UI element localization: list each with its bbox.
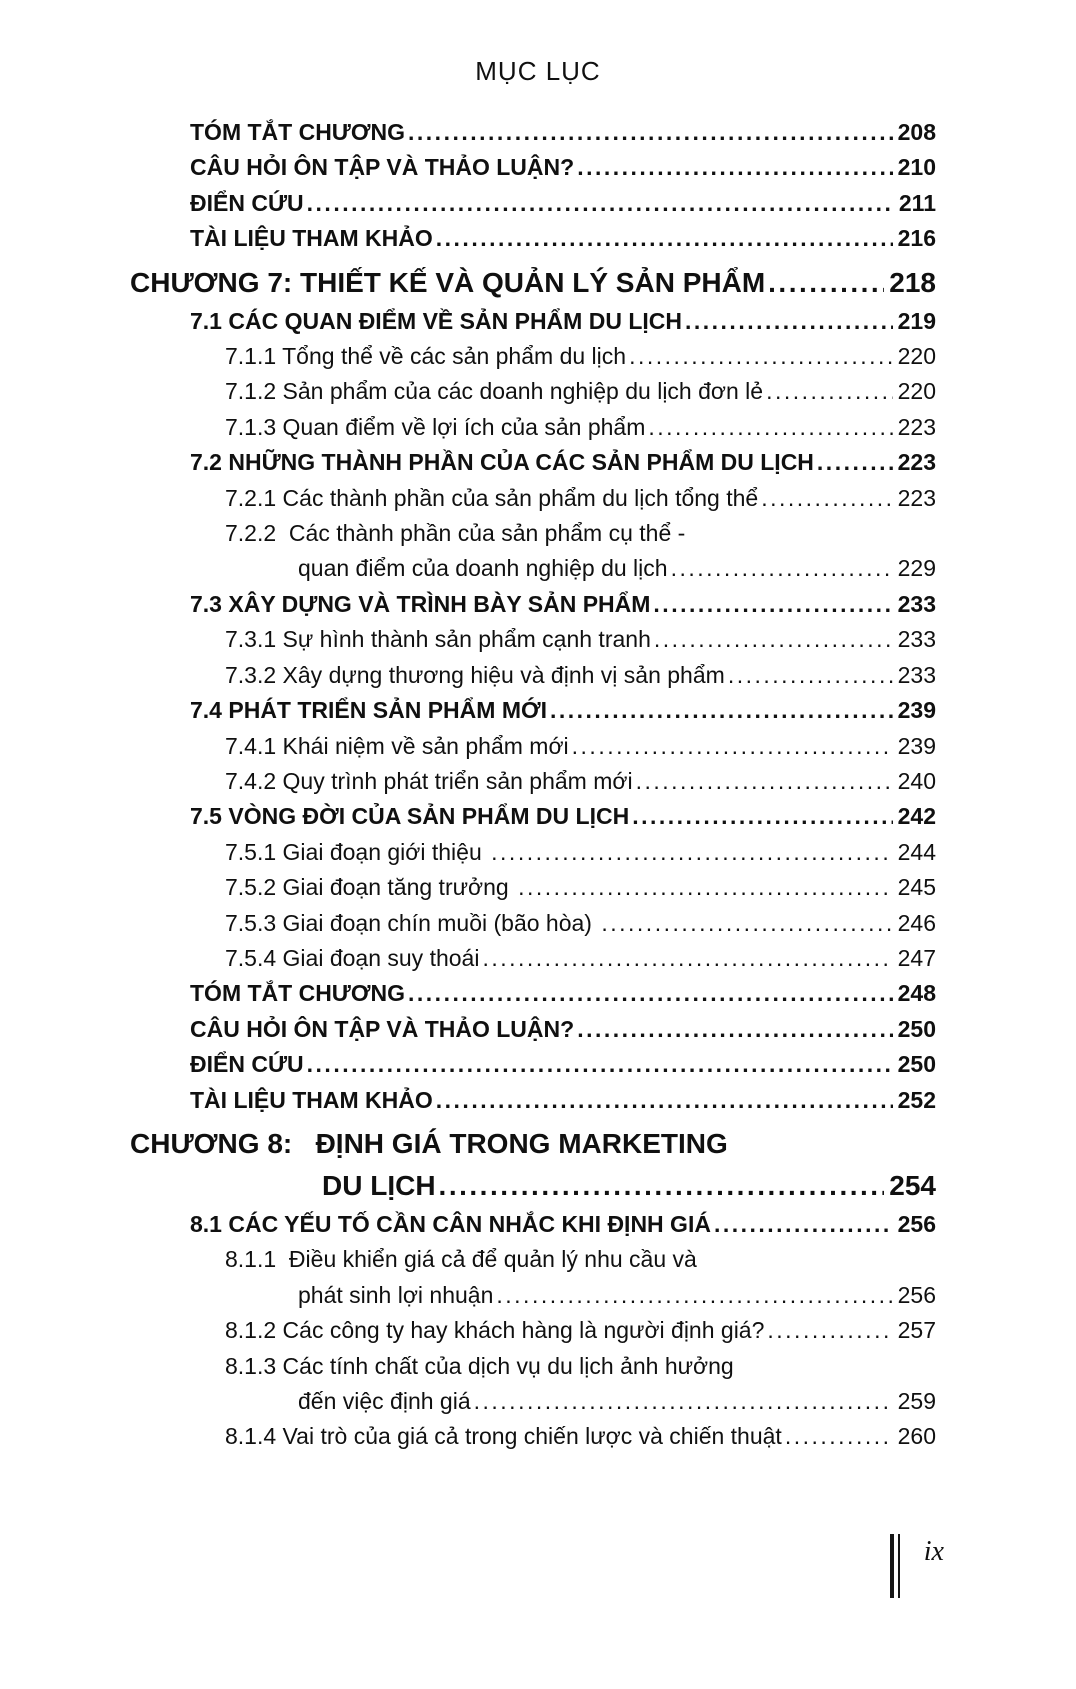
toc-entry-page: 223 — [897, 484, 936, 511]
dot-leader — [577, 150, 892, 185]
toc-entry-title: đến việc định giá — [298, 1388, 471, 1414]
toc-entry-page: 220 — [897, 378, 936, 405]
dot-leader — [436, 1083, 893, 1118]
toc-entry-title: TÀI LIỆU THAM KHẢO — [190, 225, 433, 252]
toc-entry-title: 8.1.1 Điều khiển giá cả để quản lý nhu cầu và — [225, 1246, 697, 1273]
toc-entry — [130, 764, 936, 799]
dot-leader — [307, 186, 894, 221]
toc-entry-page: 233 — [897, 590, 936, 617]
toc-entry-title: quan điểm của doanh nghiệp du lịch — [298, 555, 668, 582]
toc-entry — [130, 304, 936, 339]
toc-entry — [130, 587, 936, 622]
toc-entry-page: 218 — [889, 266, 936, 298]
toc-entry-page: 210 — [897, 154, 936, 181]
toc-entry-title: 7.3.2 Xây dựng thương hiệu và định vị sản phẩm — [225, 661, 725, 688]
toc-entry-page: 254 — [889, 1169, 936, 1201]
toc-entry-title: 7.4.2 Quy trình phát triển sản phẩm mới — [225, 767, 633, 794]
dot-leader — [636, 764, 893, 799]
footer-double-rule — [890, 1534, 900, 1598]
toc-entry-title: ĐIỂN CỨU — [190, 189, 304, 216]
dot-leader — [572, 729, 893, 764]
toc-entry-page: 223 — [897, 449, 936, 476]
toc-entry-title: 7.3 XÂY DỰNG VÀ TRÌNH BÀY SẢN PHẨM — [190, 590, 651, 617]
toc-entry-page: 246 — [897, 909, 936, 936]
toc-entry-page: 252 — [897, 1086, 936, 1113]
dot-leader — [550, 693, 893, 728]
toc-entry-title: 8.1.3 Các tính chất của dịch vụ du lịch ảnh hưởng — [225, 1352, 734, 1379]
toc-entry-page: 219 — [897, 307, 936, 334]
dot-leader — [577, 1012, 892, 1047]
toc-entry — [130, 262, 936, 304]
toc-entry-title: 7.3.1 Sự hình thành sản phẩm cạnh tranh — [225, 626, 651, 653]
dot-leader — [601, 906, 892, 941]
toc-entry-page: 223 — [897, 413, 936, 440]
toc-entry — [130, 339, 936, 374]
dot-leader — [474, 1384, 893, 1419]
toc-entry-title: 7.2.1 Các thành phần của sản phẩm du lịch tổng thể — [225, 484, 759, 511]
toc-entry-title: CHƯƠNG 7: THIẾT KẾ VÀ QUẢN LÝ SẢN PHẨM — [130, 266, 766, 298]
dot-leader — [671, 551, 893, 586]
toc-entry-page: 233 — [897, 661, 936, 688]
toc-entry-title: CHƯƠNG 8: ĐỊNH GIÁ TRONG MARKETING — [130, 1127, 728, 1159]
dot-leader — [632, 799, 892, 834]
toc-entry-title: 7.1 CÁC QUAN ĐIỂM VỀ SẢN PHẨM DU LỊCH — [190, 307, 682, 334]
toc-entry-title: 7.1.3 Quan điểm về lợi ích của sản phẩm — [225, 413, 646, 440]
toc-entry-title: CÂU HỎI ÔN TẬP VÀ THẢO LUẬN? — [190, 1015, 575, 1042]
toc-entry-page: 239 — [897, 697, 936, 724]
toc-entry-page: 216 — [897, 225, 936, 252]
page-footer — [890, 1534, 944, 1598]
dot-leader — [685, 304, 893, 339]
toc-entry-page: 240 — [897, 767, 936, 794]
toc-entry — [130, 1313, 936, 1348]
dot-leader — [785, 1419, 893, 1454]
toc-entry — [130, 693, 936, 728]
toc-entry-title: 7.5 VÒNG ĐỜI CỦA SẢN PHẨM DU LỊCH — [190, 803, 630, 830]
toc-list — [0, 115, 1076, 1455]
toc-entry-page: 257 — [897, 1317, 936, 1344]
toc-entry-page: 256 — [897, 1210, 936, 1237]
toc-entry — [130, 1047, 936, 1082]
dot-leader — [439, 1165, 885, 1207]
toc-entry-title: ĐIỂN CỨU — [190, 1051, 304, 1078]
toc-entry-title: CÂU HỎI ÔN TẬP VÀ THẢO LUẬN? — [190, 154, 575, 181]
toc-entry — [130, 150, 936, 185]
toc-entry-title: phát sinh lợi nhuận — [298, 1281, 494, 1308]
dot-leader — [654, 622, 893, 657]
toc-entry-page: 229 — [897, 555, 936, 582]
toc-entry — [130, 445, 936, 480]
toc-entry — [130, 1349, 936, 1384]
toc-entry-page: 247 — [897, 944, 936, 971]
toc-entry — [130, 906, 936, 941]
toc-entry — [130, 622, 936, 657]
toc-entry — [130, 658, 936, 693]
toc-entry-title: 8.1.2 Các công ty hay khách hàng là người định giá? — [225, 1317, 765, 1344]
page-number: ix — [923, 1536, 944, 1567]
toc-entry — [130, 1123, 936, 1165]
toc-entry-page: 245 — [897, 874, 936, 901]
toc-entry-page: 211 — [898, 189, 936, 216]
toc-entry-page: 244 — [897, 838, 936, 865]
toc-entry — [130, 729, 936, 764]
toc-entry — [130, 1278, 936, 1313]
toc-entry-title: 7.4.1 Khái niệm về sản phẩm mới — [225, 732, 569, 759]
toc-entry-title: 7.2 NHỮNG THÀNH PHẦN CỦA CÁC SẢN PHẨM DU LỊCH — [190, 449, 814, 476]
toc-entry-page: 250 — [897, 1015, 936, 1042]
dot-leader — [518, 870, 893, 905]
toc-entry-title: 7.4 PHÁT TRIỂN SẢN PHẨM MỚI — [190, 697, 547, 724]
dot-leader — [653, 587, 892, 622]
toc-entry-title: TÀI LIỆU THAM KHẢO — [190, 1086, 433, 1113]
toc-entry-page: 256 — [897, 1281, 936, 1308]
toc-entry-page: 233 — [897, 626, 936, 653]
toc-entry — [130, 941, 936, 976]
toc-entry — [130, 186, 936, 221]
dot-leader — [436, 221, 893, 256]
toc-entry-title: TÓM TẮT CHƯƠNG — [190, 119, 406, 145]
toc-entry-title: DU LỊCH — [322, 1169, 436, 1201]
toc-entry-page: 239 — [897, 732, 936, 759]
toc-entry — [130, 221, 936, 256]
toc-entry-page: 250 — [897, 1051, 936, 1078]
dot-leader — [766, 374, 893, 409]
dot-leader — [768, 262, 884, 304]
toc-entry — [130, 799, 936, 834]
toc-entry — [130, 1384, 936, 1419]
toc-entry-title: 7.5.2 Giai đoạn tăng trưởng — [225, 874, 516, 901]
dot-leader — [761, 481, 892, 516]
toc-entry — [130, 516, 936, 551]
toc-entry — [130, 1083, 936, 1118]
toc-entry-page: 248 — [897, 980, 936, 1007]
dot-leader — [648, 410, 892, 445]
dot-leader — [408, 976, 893, 1011]
dot-leader — [817, 445, 893, 480]
toc-entry-page: 242 — [897, 803, 936, 830]
toc-entry-title: TÓM TẮT CHƯƠNG — [190, 980, 406, 1007]
dot-leader — [629, 339, 893, 374]
toc-entry — [130, 870, 936, 905]
toc-entry-title: 7.5.4 Giai đoạn suy thoái — [225, 944, 480, 971]
toc-entry-title: 7.5.1 Giai đoạn giới thiệu — [225, 838, 489, 865]
toc-entry — [130, 835, 936, 870]
dot-leader — [408, 115, 893, 150]
dot-leader — [491, 835, 892, 870]
toc-entry-title: 7.1.1 Tổng thể về các sản phẩm du lịch — [225, 343, 627, 370]
toc-entry-title: 8.1 CÁC YẾU TỐ CẦN CÂN NHẮC KHI ĐỊNH GIÁ — [190, 1210, 711, 1237]
page-title: MỤC LỤC — [475, 56, 601, 86]
dot-leader — [714, 1207, 893, 1242]
dot-leader — [728, 658, 893, 693]
toc-entry-page: 260 — [897, 1423, 936, 1450]
toc-entry — [130, 481, 936, 516]
toc-entry — [130, 115, 936, 150]
toc-entry — [130, 410, 936, 445]
dot-leader — [767, 1313, 892, 1348]
toc-entry — [130, 374, 936, 409]
toc-entry — [130, 976, 936, 1011]
toc-entry-title: 7.1.2 Sản phẩm của các doanh nghiệp du lịch đơn lẻ — [225, 378, 764, 405]
dot-leader — [496, 1278, 892, 1313]
dot-leader — [307, 1047, 893, 1082]
toc-entry — [130, 1165, 936, 1207]
toc-entry — [130, 1207, 936, 1242]
toc-entry — [130, 1419, 936, 1454]
toc-entry — [130, 551, 936, 586]
toc-entry-page: 259 — [897, 1388, 936, 1414]
toc-entry-title: 7.5.3 Giai đoạn chín muồi (bão hòa) — [225, 909, 599, 936]
toc-entry-page: 208 — [897, 119, 936, 145]
toc-entry-title: 7.2.2 Các thành phần của sản phẩm cụ thể - — [225, 520, 686, 547]
dot-leader — [482, 941, 892, 976]
toc-entry — [130, 1242, 936, 1277]
toc-entry — [130, 1012, 936, 1047]
toc-entry-page: 220 — [897, 343, 936, 370]
toc-entry-title: 8.1.4 Vai trò của giá cả trong chiến lược và chiến thuật — [225, 1423, 782, 1450]
